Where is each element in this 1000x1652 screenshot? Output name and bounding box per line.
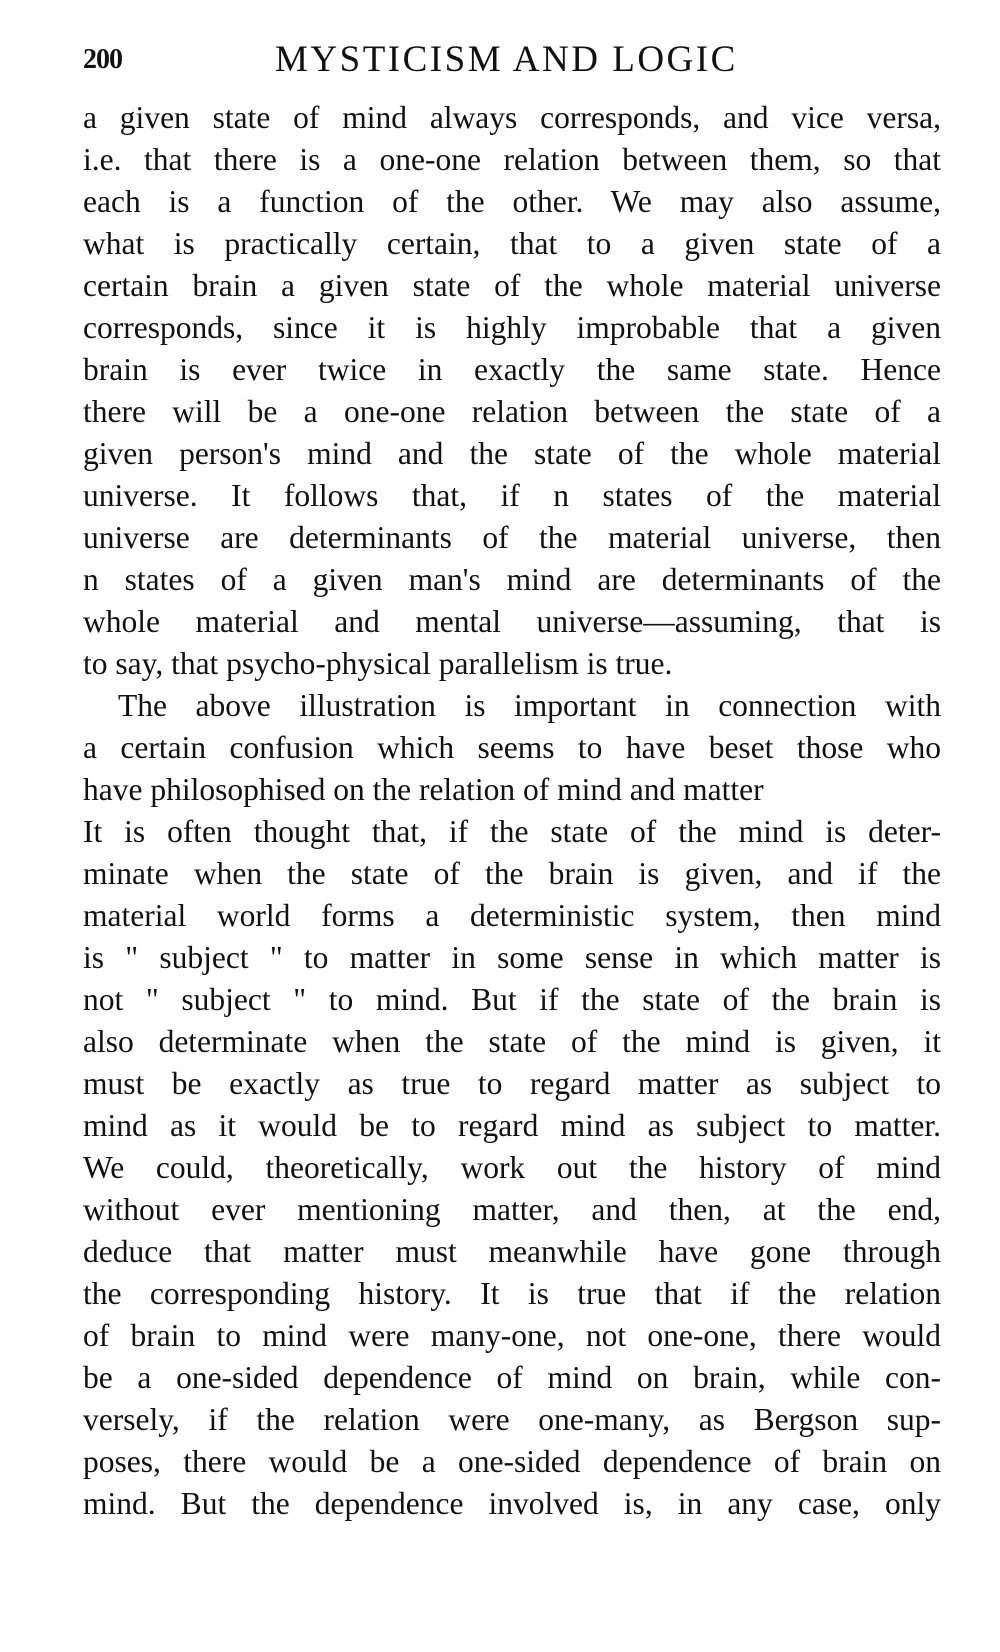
text-line: minate when the state of the brain is given, and if the [83, 856, 941, 891]
text-line: each is a function of the other. We may also assume, [83, 184, 941, 219]
page-number: 200 [83, 44, 122, 75]
text-line: whole material and mental universe—assuming, that is [83, 604, 941, 639]
text-line: what is practically certain, that to a given state of a [83, 226, 941, 261]
text-line: also determinate when the state of the mind is given, it [83, 1024, 941, 1059]
paragraph-start-line: The above illustration is important in connection with [118, 688, 941, 723]
text-line: mind. But the dependence involved is, in any case, only [83, 1486, 941, 1521]
text-line: is " subject " to matter in some sense in which matter is [83, 940, 941, 975]
text-line: be a one-sided dependence of mind on brain, while con- [83, 1360, 941, 1395]
text-line: poses, there would be a one-sided dependence of brain on [83, 1444, 941, 1479]
text-line: deduce that matter must meanwhile have gone through [83, 1234, 941, 1269]
text-line: must be exactly as true to regard matter as subject to [83, 1066, 941, 1101]
text-line: brain is ever twice in exactly the same state. Hence [83, 352, 941, 387]
text-line: It is often thought that, if the state of the mind is deter- [83, 814, 941, 849]
text-line: the corresponding history. It is true that if the relation [83, 1276, 941, 1311]
text-line: given person's mind and the state of the whole material [83, 436, 941, 471]
text-line: versely, if the relation were one-many, as Bergson sup- [83, 1402, 941, 1437]
text-line: to say, that psycho-physical parallelism is true. [83, 646, 673, 681]
text-line: without ever mentioning matter, and then, at the end, [83, 1192, 941, 1227]
text-line: We could, theoretically, work out the history of mind [83, 1150, 941, 1185]
text-line: have philosophised on the relation of mind and matter [83, 772, 764, 807]
text-line: n states of a given man's mind are determinants of the [83, 562, 941, 597]
page-header [83, 38, 941, 88]
text-line: mind as it would be to regard mind as subject to matter. [83, 1108, 941, 1143]
text-line: a given state of mind always corresponds, and vice versa, [83, 100, 941, 135]
text-line: not " subject " to mind. But if the state of the brain is [83, 982, 941, 1017]
running-title: MYSTICISM AND LOGIC [275, 39, 738, 80]
text-line: of brain to mind were many-one, not one-one, there would [83, 1318, 941, 1353]
text-line: certain brain a given state of the whole material universe [83, 268, 941, 303]
text-line: there will be a one-one relation between the state of a [83, 394, 941, 429]
text-line: universe are determinants of the material universe, then [83, 520, 941, 555]
text-line: i.e. that there is a one-one relation between them, so that [83, 142, 941, 177]
text-line: a certain confusion which seems to have beset those who [83, 730, 941, 765]
text-line: material world forms a deterministic system, then mind [83, 898, 941, 933]
text-line: universe. It follows that, if n states of the material [83, 478, 941, 513]
text-line: corresponds, since it is highly improbable that a given [83, 310, 941, 345]
